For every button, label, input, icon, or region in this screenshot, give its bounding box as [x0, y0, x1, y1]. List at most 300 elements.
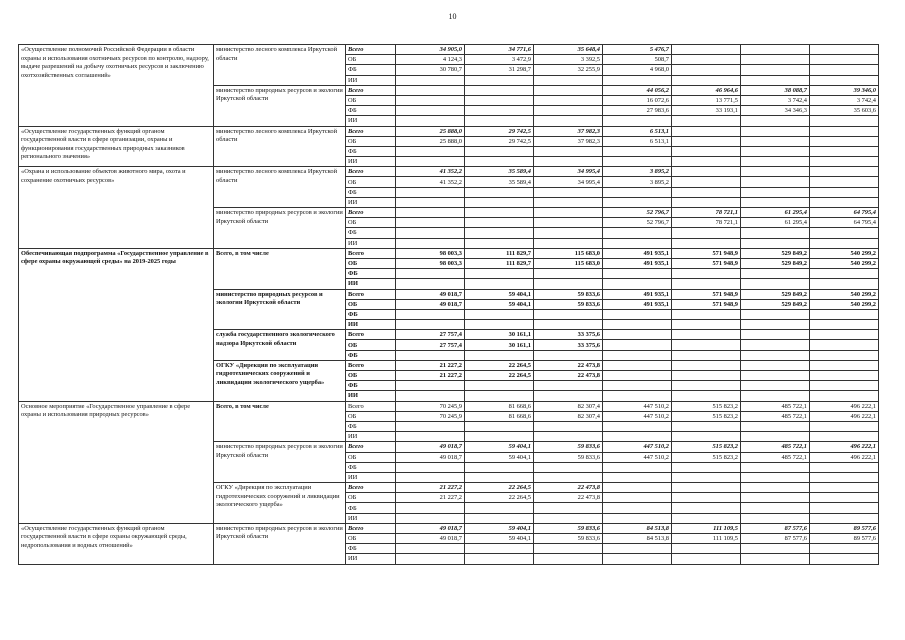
amount-cell — [603, 513, 672, 523]
amount-cell: 529 849,2 — [741, 299, 810, 309]
amount-cell — [741, 126, 810, 136]
amount-cell: 84 513,8 — [603, 523, 672, 533]
amount-cell: 39 346,0 — [810, 85, 879, 95]
amount-cell — [396, 228, 465, 238]
amount-cell — [534, 462, 603, 472]
amount-cell — [396, 279, 465, 289]
amount-cell — [672, 340, 741, 350]
amount-cell: 30 161,1 — [465, 340, 534, 350]
amount-cell: 33 193,1 — [672, 106, 741, 116]
table-row — [19, 45, 879, 55]
budget-table — [18, 44, 879, 565]
amount-cell — [810, 55, 879, 65]
amount-cell — [672, 493, 741, 503]
amount-cell — [741, 462, 810, 472]
amount-cell: 59 833,6 — [534, 289, 603, 299]
amount-cell — [603, 483, 672, 493]
amount-cell: 496 222,1 — [810, 442, 879, 452]
funding-source-cell: ОБ — [346, 136, 396, 146]
amount-cell: 447 510,2 — [603, 452, 672, 462]
amount-cell — [810, 371, 879, 381]
amount-cell: 21 227,2 — [396, 483, 465, 493]
amount-cell: 21 227,2 — [396, 493, 465, 503]
amount-cell — [672, 55, 741, 65]
amount-cell: 61 295,4 — [741, 218, 810, 228]
amount-cell — [534, 197, 603, 207]
amount-cell: 111 109,5 — [672, 534, 741, 544]
amount-cell: 70 245,9 — [396, 401, 465, 411]
amount-cell — [741, 228, 810, 238]
amount-cell: 33 375,6 — [534, 330, 603, 340]
amount-cell — [603, 350, 672, 360]
amount-cell — [672, 381, 741, 391]
amount-cell: 485 722,1 — [741, 452, 810, 462]
funding-source-cell: ФБ — [346, 187, 396, 197]
amount-cell: 59 833,6 — [534, 523, 603, 533]
amount-cell: 35 589,4 — [465, 177, 534, 187]
amount-cell — [465, 228, 534, 238]
amount-cell: 540 299,2 — [810, 248, 879, 258]
amount-cell — [672, 197, 741, 207]
amount-cell — [810, 421, 879, 431]
amount-cell — [465, 85, 534, 95]
funding-source-cell: ФБ — [346, 421, 396, 431]
measure-name-cell: Основное мероприятие «Государственное управление в сфере охраны и использования природных ресурсов» — [19, 401, 214, 523]
amount-cell — [534, 157, 603, 167]
amount-cell — [603, 146, 672, 156]
amount-cell — [672, 554, 741, 564]
executor-cell: министерство природных ресурсов и экологии Иркутской области — [214, 289, 346, 330]
amount-cell: 64 795,4 — [810, 208, 879, 218]
amount-cell — [741, 309, 810, 319]
amount-cell — [396, 95, 465, 105]
amount-cell — [672, 350, 741, 360]
amount-cell: 515 823,2 — [672, 401, 741, 411]
amount-cell: 25 888,0 — [396, 136, 465, 146]
amount-cell — [810, 126, 879, 136]
amount-cell — [672, 544, 741, 554]
amount-cell — [603, 503, 672, 513]
amount-cell — [603, 187, 672, 197]
executor-cell: служба государственного экологического надзора Иркутской области — [214, 330, 346, 361]
amount-cell — [810, 309, 879, 319]
amount-cell — [465, 381, 534, 391]
table-row — [19, 167, 879, 177]
amount-cell — [810, 228, 879, 238]
amount-cell: 13 771,5 — [672, 95, 741, 105]
amount-cell — [672, 320, 741, 330]
amount-cell — [465, 106, 534, 116]
amount-cell — [810, 330, 879, 340]
amount-cell — [465, 503, 534, 513]
amount-cell — [741, 45, 810, 55]
amount-cell — [672, 228, 741, 238]
amount-cell: 59 404,1 — [465, 523, 534, 533]
funding-source-cell: ОБ — [346, 299, 396, 309]
amount-cell — [741, 493, 810, 503]
amount-cell — [810, 279, 879, 289]
amount-cell — [810, 513, 879, 523]
amount-cell — [603, 279, 672, 289]
amount-cell: 529 849,2 — [741, 258, 810, 268]
table-row — [19, 523, 879, 533]
amount-cell — [672, 330, 741, 340]
amount-cell — [603, 421, 672, 431]
amount-cell — [465, 269, 534, 279]
amount-cell — [465, 208, 534, 218]
amount-cell — [672, 187, 741, 197]
amount-cell — [603, 197, 672, 207]
amount-cell: 59 833,6 — [534, 442, 603, 452]
amount-cell — [603, 228, 672, 238]
amount-cell — [741, 197, 810, 207]
amount-cell: 44 056,2 — [603, 85, 672, 95]
funding-source-cell: ФБ — [346, 462, 396, 472]
amount-cell: 515 823,2 — [672, 442, 741, 452]
amount-cell — [810, 238, 879, 248]
amount-cell: 78 721,1 — [672, 218, 741, 228]
amount-cell — [672, 462, 741, 472]
amount-cell — [396, 544, 465, 554]
amount-cell — [741, 55, 810, 65]
amount-cell — [465, 187, 534, 197]
amount-cell — [810, 472, 879, 482]
funding-source-cell: ИИ — [346, 238, 396, 248]
amount-cell — [672, 503, 741, 513]
amount-cell: 6 513,1 — [603, 126, 672, 136]
amount-cell — [672, 177, 741, 187]
amount-cell — [810, 269, 879, 279]
amount-cell: 52 796,7 — [603, 208, 672, 218]
amount-cell: 447 510,2 — [603, 442, 672, 452]
amount-cell — [672, 309, 741, 319]
amount-cell: 496 222,1 — [810, 401, 879, 411]
amount-cell — [534, 279, 603, 289]
amount-cell — [396, 391, 465, 401]
executor-cell: Всего, в том числе — [214, 401, 346, 442]
amount-cell — [465, 462, 534, 472]
funding-source-cell: ФБ — [346, 503, 396, 513]
amount-cell: 21 227,2 — [396, 360, 465, 370]
amount-cell — [396, 75, 465, 85]
amount-cell: 16 072,6 — [603, 95, 672, 105]
amount-cell: 89 577,6 — [810, 523, 879, 533]
amount-cell — [672, 279, 741, 289]
funding-source-cell: ОБ — [346, 371, 396, 381]
funding-source-cell: ФБ — [346, 228, 396, 238]
amount-cell — [741, 177, 810, 187]
amount-cell: 81 668,6 — [465, 401, 534, 411]
amount-cell: 34 995,4 — [534, 167, 603, 177]
amount-cell: 52 796,7 — [603, 218, 672, 228]
amount-cell — [741, 238, 810, 248]
amount-cell — [741, 360, 810, 370]
funding-source-cell: Всего — [346, 208, 396, 218]
amount-cell — [534, 75, 603, 85]
amount-cell — [741, 544, 810, 554]
amount-cell — [603, 340, 672, 350]
amount-cell — [465, 218, 534, 228]
table-body — [19, 45, 879, 565]
funding-source-cell: ОБ — [346, 218, 396, 228]
amount-cell — [672, 116, 741, 126]
amount-cell: 491 935,1 — [603, 299, 672, 309]
amount-cell — [603, 320, 672, 330]
amount-cell — [534, 95, 603, 105]
amount-cell: 98 003,3 — [396, 258, 465, 268]
amount-cell: 571 948,9 — [672, 289, 741, 299]
amount-cell: 540 299,2 — [810, 299, 879, 309]
amount-cell — [741, 432, 810, 442]
amount-cell — [810, 320, 879, 330]
amount-cell: 6 513,1 — [603, 136, 672, 146]
amount-cell — [810, 503, 879, 513]
amount-cell — [741, 513, 810, 523]
amount-cell — [741, 330, 810, 340]
amount-cell — [810, 493, 879, 503]
amount-cell — [534, 432, 603, 442]
amount-cell: 59 833,6 — [534, 452, 603, 462]
amount-cell: 34 905,0 — [396, 45, 465, 55]
amount-cell: 22 473,8 — [534, 371, 603, 381]
amount-cell — [672, 472, 741, 482]
amount-cell — [672, 65, 741, 75]
amount-cell: 34 771,6 — [465, 45, 534, 55]
funding-source-cell: ФБ — [346, 106, 396, 116]
amount-cell — [534, 187, 603, 197]
amount-cell: 46 964,6 — [672, 85, 741, 95]
amount-cell — [810, 350, 879, 360]
amount-cell — [534, 85, 603, 95]
amount-cell: 3 472,9 — [465, 55, 534, 65]
amount-cell: 35 589,4 — [465, 167, 534, 177]
amount-cell: 3 895,2 — [603, 177, 672, 187]
amount-cell — [534, 544, 603, 554]
amount-cell: 3 742,4 — [810, 95, 879, 105]
amount-cell — [810, 554, 879, 564]
amount-cell: 89 577,6 — [810, 534, 879, 544]
amount-cell — [741, 136, 810, 146]
amount-cell — [741, 157, 810, 167]
amount-cell — [465, 146, 534, 156]
amount-cell: 529 849,2 — [741, 289, 810, 299]
amount-cell: 25 888,0 — [396, 126, 465, 136]
executor-cell: министерство природных ресурсов и экологии Иркутской области — [214, 523, 346, 564]
amount-cell: 49 018,7 — [396, 289, 465, 299]
amount-cell: 4 124,3 — [396, 55, 465, 65]
amount-cell: 111 829,7 — [465, 248, 534, 258]
amount-cell: 540 299,2 — [810, 289, 879, 299]
amount-cell: 29 742,5 — [465, 136, 534, 146]
amount-cell — [810, 381, 879, 391]
amount-cell — [810, 146, 879, 156]
measure-name-cell: «Охрана и использование объектов животного мира, охота и сохранение охотничьих ресурсов» — [19, 167, 214, 249]
amount-cell: 22 264,5 — [465, 493, 534, 503]
executor-cell: министерство лесного комплекса Иркутской области — [214, 126, 346, 167]
amount-cell — [603, 462, 672, 472]
amount-cell — [465, 157, 534, 167]
amount-cell — [465, 197, 534, 207]
amount-cell: 485 722,1 — [741, 442, 810, 452]
funding-source-cell: ОБ — [346, 177, 396, 187]
funding-source-cell: Всего — [346, 126, 396, 136]
amount-cell — [465, 75, 534, 85]
amount-cell — [741, 503, 810, 513]
amount-cell — [396, 187, 465, 197]
amount-cell — [672, 45, 741, 55]
funding-source-cell: ФБ — [346, 350, 396, 360]
amount-cell — [672, 167, 741, 177]
amount-cell — [396, 116, 465, 126]
executor-cell: министерство природных ресурсов и экологии Иркутской области — [214, 85, 346, 126]
amount-cell — [741, 371, 810, 381]
amount-cell: 61 295,4 — [741, 208, 810, 218]
amount-cell: 3 895,2 — [603, 167, 672, 177]
amount-cell — [396, 218, 465, 228]
amount-cell — [534, 381, 603, 391]
amount-cell: 33 375,6 — [534, 340, 603, 350]
amount-cell: 49 018,7 — [396, 452, 465, 462]
amount-cell — [465, 116, 534, 126]
funding-source-cell: Всего — [346, 523, 396, 533]
amount-cell — [741, 350, 810, 360]
amount-cell — [465, 350, 534, 360]
funding-source-cell: ИИ — [346, 391, 396, 401]
amount-cell — [396, 472, 465, 482]
amount-cell — [603, 544, 672, 554]
funding-source-cell: ФБ — [346, 269, 396, 279]
amount-cell: 27 757,4 — [396, 330, 465, 340]
amount-cell — [603, 391, 672, 401]
amount-cell: 32 255,9 — [534, 65, 603, 75]
amount-cell — [810, 462, 879, 472]
amount-cell: 22 264,5 — [465, 483, 534, 493]
amount-cell — [741, 421, 810, 431]
funding-source-cell: ИИ — [346, 320, 396, 330]
amount-cell — [603, 330, 672, 340]
amount-cell: 49 018,7 — [396, 523, 465, 533]
amount-cell: 515 823,2 — [672, 452, 741, 462]
amount-cell — [396, 197, 465, 207]
amount-cell — [396, 106, 465, 116]
executor-cell: ОГКУ «Дирекция по эксплуатации гидротехнических сооружений и ликвидации экологического ущерба» — [214, 360, 346, 401]
amount-cell: 37 982,3 — [534, 126, 603, 136]
amount-cell — [810, 197, 879, 207]
table-row — [19, 126, 879, 136]
amount-cell — [741, 381, 810, 391]
funding-source-cell: ФБ — [346, 309, 396, 319]
amount-cell — [534, 503, 603, 513]
executor-cell: ОГКУ «Дирекция по эксплуатации гидротехнических сооружений и ликвидации экологического ущерба» — [214, 483, 346, 524]
amount-cell — [396, 238, 465, 248]
amount-cell: 5 476,7 — [603, 45, 672, 55]
amount-cell — [741, 391, 810, 401]
amount-cell — [672, 371, 741, 381]
amount-cell — [672, 146, 741, 156]
amount-cell — [810, 116, 879, 126]
amount-cell: 70 245,9 — [396, 411, 465, 421]
amount-cell — [672, 360, 741, 370]
amount-cell — [396, 554, 465, 564]
amount-cell — [465, 391, 534, 401]
amount-cell — [810, 167, 879, 177]
amount-cell — [810, 65, 879, 75]
amount-cell — [672, 421, 741, 431]
amount-cell — [534, 106, 603, 116]
table-row — [19, 248, 879, 258]
funding-source-cell: ФБ — [346, 146, 396, 156]
amount-cell — [603, 157, 672, 167]
amount-cell — [672, 75, 741, 85]
amount-cell: 34 995,4 — [534, 177, 603, 187]
amount-cell: 59 404,1 — [465, 299, 534, 309]
amount-cell — [465, 472, 534, 482]
amount-cell: 485 722,1 — [741, 401, 810, 411]
amount-cell — [810, 45, 879, 55]
amount-cell — [396, 381, 465, 391]
amount-cell: 59 404,1 — [465, 289, 534, 299]
amount-cell: 447 510,2 — [603, 411, 672, 421]
amount-cell: 59 833,6 — [534, 299, 603, 309]
amount-cell — [672, 483, 741, 493]
funding-source-cell: ОБ — [346, 452, 396, 462]
amount-cell — [534, 218, 603, 228]
funding-source-cell: ИИ — [346, 472, 396, 482]
amount-cell: 59 404,1 — [465, 442, 534, 452]
amount-cell — [810, 432, 879, 442]
amount-cell — [810, 157, 879, 167]
amount-cell: 38 088,7 — [741, 85, 810, 95]
amount-cell: 84 513,8 — [603, 534, 672, 544]
amount-cell: 4 968,0 — [603, 65, 672, 75]
amount-cell: 515 823,2 — [672, 411, 741, 421]
amount-cell — [810, 75, 879, 85]
amount-cell: 485 722,1 — [741, 411, 810, 421]
amount-cell — [810, 177, 879, 187]
amount-cell — [534, 116, 603, 126]
amount-cell — [741, 116, 810, 126]
funding-source-cell: ИИ — [346, 279, 396, 289]
amount-cell — [534, 421, 603, 431]
amount-cell: 115 683,0 — [534, 258, 603, 268]
funding-source-cell: Всего — [346, 45, 396, 55]
amount-cell: 447 510,2 — [603, 401, 672, 411]
amount-cell: 49 018,7 — [396, 534, 465, 544]
funding-source-cell: ИИ — [346, 197, 396, 207]
amount-cell: 27 757,4 — [396, 340, 465, 350]
amount-cell — [741, 483, 810, 493]
page-number: 10 — [448, 12, 457, 21]
amount-cell — [396, 462, 465, 472]
measure-name-cell: «Осуществление государственных функций органом государственной власти в сфере организации, охраны и функционирования государственных природных заказников регионального значения» — [19, 126, 214, 167]
amount-cell: 111 109,5 — [672, 523, 741, 533]
measure-name-cell: «Осуществление государственных функций органом государственной власти в сфере охраны окружающей среды, недропользования и водных отношений» — [19, 523, 214, 564]
amount-cell — [534, 554, 603, 564]
amount-cell — [810, 483, 879, 493]
funding-source-cell: Всего — [346, 85, 396, 95]
amount-cell: 22 473,8 — [534, 493, 603, 503]
amount-cell: 82 307,4 — [534, 401, 603, 411]
amount-cell — [465, 279, 534, 289]
amount-cell: 27 983,6 — [603, 106, 672, 116]
executor-cell: министерство природных ресурсов и экологии Иркутской области — [214, 208, 346, 249]
amount-cell: 491 935,1 — [603, 248, 672, 258]
amount-cell: 35 648,4 — [534, 45, 603, 55]
amount-cell: 3 392,5 — [534, 55, 603, 65]
amount-cell — [672, 238, 741, 248]
amount-cell — [741, 279, 810, 289]
amount-cell: 30 780,7 — [396, 65, 465, 75]
